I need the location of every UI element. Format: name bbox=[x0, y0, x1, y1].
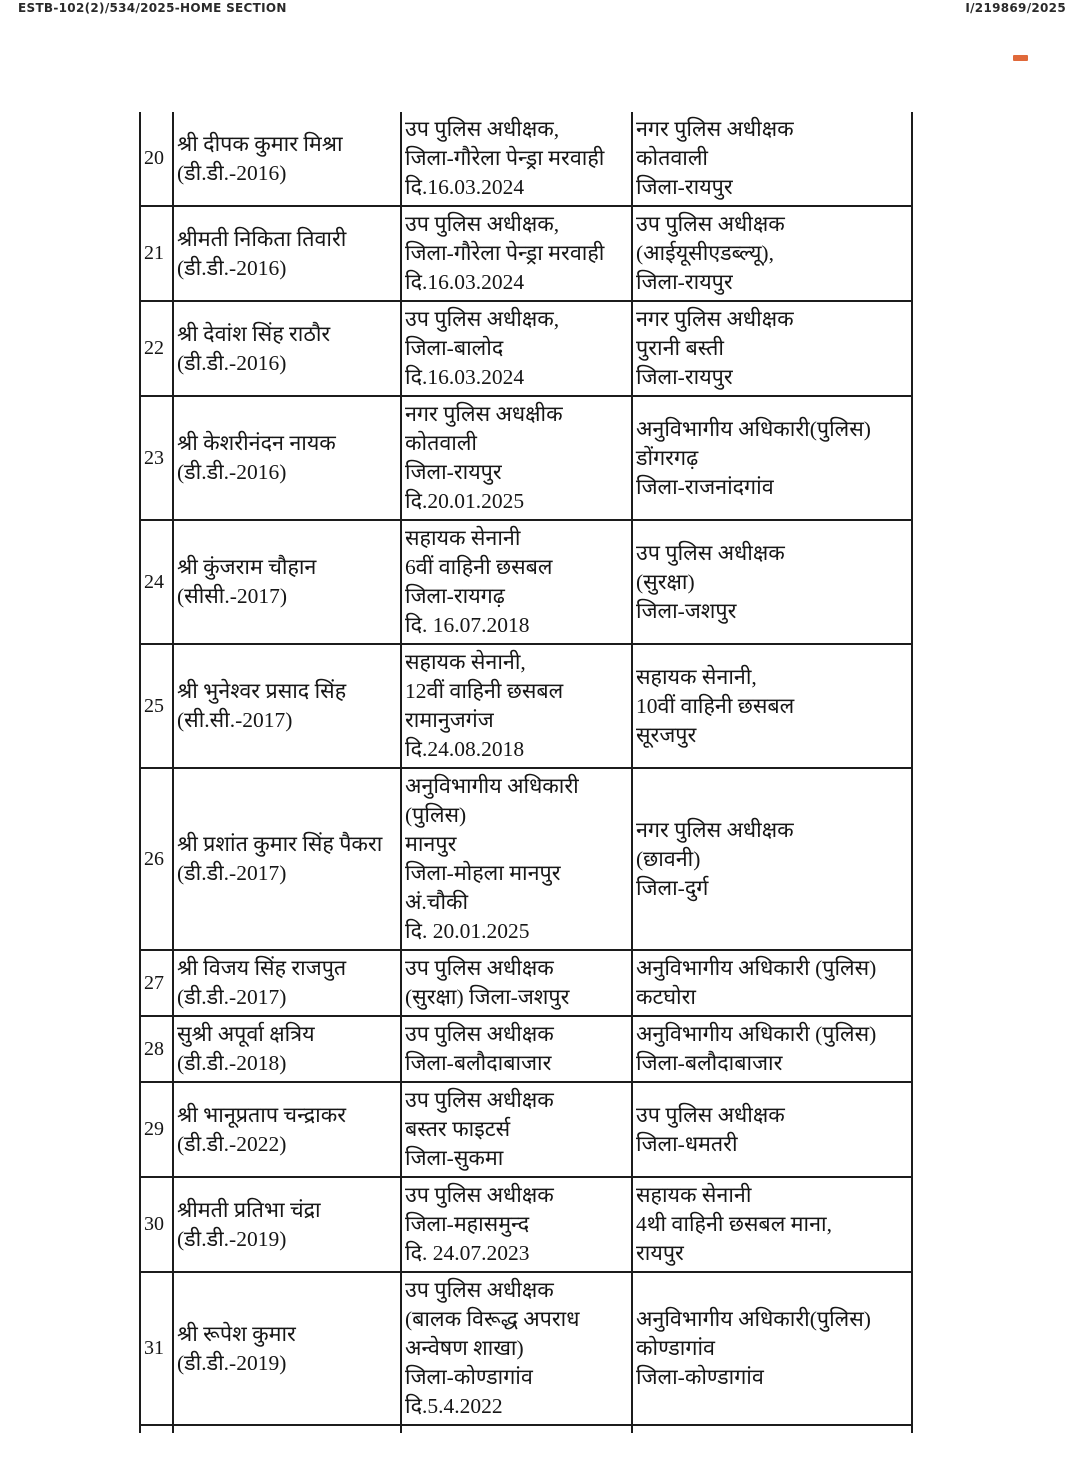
cell-line: उप पुलिस अधीक्षक bbox=[636, 212, 785, 236]
current-posting-cell bbox=[401, 112, 632, 206]
new-posting-cell bbox=[632, 112, 912, 206]
cell-line: दि.5.4.2022 bbox=[405, 1394, 503, 1418]
cell-line: नगर पुलिस अधीक्षक bbox=[636, 817, 794, 842]
clipped-next-row bbox=[140, 1425, 912, 1433]
cell-line: अनुविभागीय अधिकारी(पुलिस) bbox=[636, 1307, 871, 1331]
current-posting-cell bbox=[401, 520, 632, 644]
cell-line: जिला-बलौदाबाजार bbox=[405, 1051, 552, 1075]
cell-line: नगर पुलिस अधक्षीक bbox=[405, 402, 563, 426]
serial-number-cell: 29 bbox=[140, 1082, 173, 1177]
cell-line: जिला-जशपुर bbox=[636, 598, 737, 623]
cell-line: सूरजपुर bbox=[636, 722, 697, 747]
cell-line: उप पुलिस अधीक्षक bbox=[405, 1088, 554, 1112]
cell-line: उप पुलिस अधीक्षक bbox=[636, 1102, 785, 1127]
cell-line: श्री देवांश सिंह राठौर bbox=[177, 321, 331, 346]
cell-line: जिला-बालोद bbox=[405, 336, 504, 360]
cell-line: जिला-रायपुर bbox=[405, 460, 502, 484]
table-row bbox=[140, 1082, 912, 1177]
officer-name-cell bbox=[173, 1177, 401, 1272]
cell-line: सहायक सेनानी bbox=[636, 1183, 752, 1207]
cell-line: (सुरक्षा) जिला-जशपुर bbox=[405, 985, 570, 1009]
cell-line: श्री कुंजराम चौहान bbox=[177, 555, 317, 579]
new-posting-cell bbox=[632, 768, 912, 950]
table-row bbox=[140, 644, 912, 768]
table-row bbox=[140, 396, 912, 520]
cell-line: अन्वेषण शाखा) bbox=[405, 1336, 524, 1360]
cell-line: उप पुलिस अधीक्षक bbox=[636, 540, 785, 565]
cell-line: 4थी वाहिनी छसबल माना, bbox=[636, 1212, 832, 1236]
clipped-cell bbox=[140, 1425, 173, 1433]
serial-number-cell: 25 bbox=[140, 644, 173, 768]
cell-line: जिला-राजनांदगांव bbox=[636, 474, 774, 499]
serial-number-cell: 28 bbox=[140, 1016, 173, 1082]
current-posting-cell bbox=[401, 396, 632, 520]
current-posting-cell bbox=[401, 950, 632, 1016]
cell-line: श्रीमती निकिता तिवारी bbox=[177, 226, 347, 251]
cell-line: उप पुलिस अधीक्षक, bbox=[405, 307, 560, 331]
cell-line: नगर पुलिस अधीक्षक bbox=[636, 117, 794, 141]
cell-line: श्री भुनेश्वर प्रसाद सिंह bbox=[177, 679, 347, 703]
new-posting-cell bbox=[632, 950, 912, 1016]
table-row bbox=[140, 206, 912, 301]
cell-line: श्री केशरीनंदन नायक bbox=[177, 431, 336, 455]
cell-line: जिला-दुर्ग bbox=[636, 875, 709, 900]
current-posting-cell bbox=[401, 644, 632, 768]
cell-line: (छावनी) bbox=[636, 846, 701, 871]
new-posting-cell bbox=[632, 206, 912, 301]
cell-line: जिला-मोहला मानपुर bbox=[405, 861, 561, 885]
table-row bbox=[140, 1177, 912, 1272]
serial-number-cell: 27 bbox=[140, 950, 173, 1016]
officer-name-cell bbox=[173, 950, 401, 1016]
table-row bbox=[140, 1016, 912, 1082]
serial-number-cell: 20 bbox=[140, 112, 173, 206]
cell-line: दि.16.03.2024 bbox=[405, 175, 525, 199]
cell-line: (आईयूसीएडब्ल्यू), bbox=[636, 241, 774, 265]
serial-number-cell: 30 bbox=[140, 1177, 173, 1272]
cell-line: अनुविभागीय अधिकारी(पुलिस) bbox=[636, 416, 871, 441]
table-row bbox=[140, 112, 912, 206]
officer-name-cell bbox=[173, 206, 401, 301]
cell-line: (डी.डी.-2016) bbox=[177, 160, 287, 185]
document-header bbox=[18, 1, 1066, 15]
cell-line: अनुविभागीय अधिकारी (पुलिस) bbox=[636, 1022, 877, 1046]
cell-line: अनुविभागीय अधिकारी bbox=[405, 774, 579, 798]
current-posting-cell bbox=[401, 206, 632, 301]
cell-line: जिला-गौरेला पेन्ड्रा मरवाही bbox=[405, 241, 605, 265]
cell-line: जिला-रायपुर bbox=[636, 270, 733, 294]
cell-line: (डी.डी.-2019) bbox=[177, 1350, 287, 1375]
cell-line: दि.24.08.2018 bbox=[405, 737, 525, 761]
cell-line: जिला-रायगढ़ bbox=[405, 584, 505, 608]
serial-number-cell: 22 bbox=[140, 301, 173, 396]
cell-line: उप पुलिस अधीक्षक, bbox=[405, 212, 560, 236]
officer-name-cell bbox=[173, 768, 401, 950]
table-row bbox=[140, 768, 912, 950]
cell-line: दि. 20.01.2025 bbox=[405, 919, 530, 943]
cell-line: श्री प्रशांत कुमार सिंह पैकरा bbox=[177, 832, 383, 856]
transfer-table bbox=[139, 112, 913, 1433]
cell-line: दि.16.03.2024 bbox=[405, 270, 525, 294]
clipped-cell bbox=[632, 1425, 912, 1433]
officer-name-cell bbox=[173, 112, 401, 206]
cell-line: उप पुलिस अधीक्षक bbox=[405, 956, 554, 980]
table-row bbox=[140, 301, 912, 396]
cell-line: सुश्री अपूर्वा क्षत्रिय bbox=[177, 1022, 315, 1046]
cell-line: श्री दीपक कुमार मिश्रा bbox=[177, 131, 343, 156]
table-row bbox=[140, 950, 912, 1016]
cell-line: (डी.डी.-2022) bbox=[177, 1131, 287, 1156]
new-posting-cell bbox=[632, 644, 912, 768]
cell-line: जिला-कोण्डागांव bbox=[405, 1365, 533, 1389]
new-posting-cell bbox=[632, 1082, 912, 1177]
new-posting-cell bbox=[632, 1272, 912, 1425]
cell-line: जिला-गौरेला पेन्ड्रा मरवाही bbox=[405, 146, 605, 170]
table-row bbox=[140, 520, 912, 644]
cell-line: उप पुलिस अधीक्षक bbox=[405, 1183, 554, 1207]
highlight-marker bbox=[1013, 55, 1028, 61]
cell-line: जिला-रायपुर bbox=[636, 175, 733, 199]
cell-line: कोतवाली bbox=[636, 146, 709, 170]
cell-line: (डी.डी.-2016) bbox=[177, 460, 287, 484]
current-posting-cell bbox=[401, 768, 632, 950]
serial-number-cell: 21 bbox=[140, 206, 173, 301]
cell-line: (सुरक्षा) bbox=[636, 569, 695, 594]
cell-line: उप पुलिस अधीक्षक, bbox=[405, 117, 560, 141]
cell-line: जिला-रायपुर bbox=[636, 365, 733, 389]
cell-line: (सी.सी.-2017) bbox=[177, 708, 293, 732]
cell-line: मानपुर bbox=[405, 832, 457, 856]
cell-line: दि.20.01.2025 bbox=[405, 489, 525, 513]
current-posting-cell bbox=[401, 1082, 632, 1177]
transfer-table-container bbox=[139, 112, 913, 1433]
cell-line: अं.चौकी bbox=[405, 890, 469, 914]
serial-number-cell: 23 bbox=[140, 396, 173, 520]
cell-line: जिला-सुकमा bbox=[405, 1146, 504, 1170]
officer-name-cell bbox=[173, 396, 401, 520]
cell-line: पुरानी बस्ती bbox=[636, 336, 724, 360]
serial-number-cell: 26 bbox=[140, 768, 173, 950]
cell-line: (डी.डी.-2018) bbox=[177, 1051, 287, 1075]
cell-line: उप पुलिस अधीक्षक bbox=[405, 1022, 554, 1046]
current-posting-cell bbox=[401, 1272, 632, 1425]
cell-line: जिला-कोण्डागांव bbox=[636, 1365, 764, 1389]
cell-line: दि.16.03.2024 bbox=[405, 365, 525, 389]
cell-line: जिला-बलौदाबाजार bbox=[636, 1051, 783, 1075]
current-posting-cell bbox=[401, 1016, 632, 1082]
table-row bbox=[140, 1272, 912, 1425]
officer-name-cell bbox=[173, 1016, 401, 1082]
current-posting-cell bbox=[401, 301, 632, 396]
cell-line: श्री विजय सिंह राजपुत bbox=[177, 956, 347, 980]
new-posting-cell bbox=[632, 1177, 912, 1272]
cell-line: (डी.डी.-2017) bbox=[177, 985, 287, 1009]
new-posting-cell bbox=[632, 1016, 912, 1082]
cell-line: (डी.डी.-2016) bbox=[177, 350, 287, 375]
cell-line: दि. 16.07.2018 bbox=[405, 613, 530, 637]
cell-line: जिला-महासमुन्द bbox=[405, 1212, 530, 1236]
serial-number-cell: 31 bbox=[140, 1272, 173, 1425]
cell-line: सहायक सेनानी bbox=[405, 526, 521, 550]
cell-line: 12वीं वाहिनी छसबल bbox=[405, 679, 564, 703]
cell-line: श्री भानूप्रताप चन्द्राकर bbox=[177, 1102, 347, 1127]
current-posting-cell bbox=[401, 1177, 632, 1272]
cell-line: बस्तर फाइटर्स bbox=[405, 1117, 511, 1141]
cell-line: नगर पुलिस अधीक्षक bbox=[636, 307, 794, 331]
cell-line: (पुलिस) bbox=[405, 803, 467, 827]
file-number: ESTB-102(2)/534/2025-HOME SECTION bbox=[18, 1, 287, 15]
cell-line: दि. 24.07.2023 bbox=[405, 1241, 530, 1265]
cell-line: (बालक विरूद्ध अपराध bbox=[405, 1307, 580, 1331]
cell-line: (डी.डी.-2016) bbox=[177, 255, 287, 280]
officer-name-cell bbox=[173, 301, 401, 396]
new-posting-cell bbox=[632, 301, 912, 396]
serial-number-cell: 24 bbox=[140, 520, 173, 644]
cell-line: श्री रूपेश कुमार bbox=[177, 1321, 296, 1346]
cell-line: 6वीं वाहिनी छसबल bbox=[405, 555, 553, 579]
clipped-cell bbox=[173, 1425, 401, 1433]
cell-line: कटघोरा bbox=[636, 985, 696, 1009]
cell-line: कोण्डागांव bbox=[636, 1336, 715, 1360]
cell-line: कोतवाली bbox=[405, 431, 478, 455]
cell-line: सहायक सेनानी, bbox=[636, 664, 757, 689]
cell-line: श्रीमती प्रतिभा चंद्रा bbox=[177, 1197, 321, 1222]
new-posting-cell bbox=[632, 520, 912, 644]
officer-name-cell bbox=[173, 1272, 401, 1425]
officer-name-cell bbox=[173, 1082, 401, 1177]
cell-line: 10वीं वाहिनी छसबल bbox=[636, 693, 795, 718]
officer-name-cell bbox=[173, 520, 401, 644]
clipped-cell bbox=[401, 1425, 632, 1433]
new-posting-cell bbox=[632, 396, 912, 520]
cell-line: (डी.डी.-2019) bbox=[177, 1226, 287, 1251]
officer-name-cell bbox=[173, 644, 401, 768]
cell-line: सहायक सेनानी, bbox=[405, 650, 526, 674]
cell-line: (सीसी.-2017) bbox=[177, 584, 288, 608]
cell-line: डोंगरगढ़ bbox=[636, 445, 699, 470]
cell-line: जिला-धमतरी bbox=[636, 1131, 738, 1156]
cell-line: अनुविभागीय अधिकारी (पुलिस) bbox=[636, 956, 877, 980]
cell-line: रामानुजगंज bbox=[405, 708, 494, 732]
cell-line: (डी.डी.-2017) bbox=[177, 861, 287, 885]
cell-line: उप पुलिस अधीक्षक bbox=[405, 1278, 554, 1302]
eoffice-number: I/219869/2025 bbox=[965, 1, 1066, 15]
cell-line: रायपुर bbox=[636, 1241, 684, 1265]
